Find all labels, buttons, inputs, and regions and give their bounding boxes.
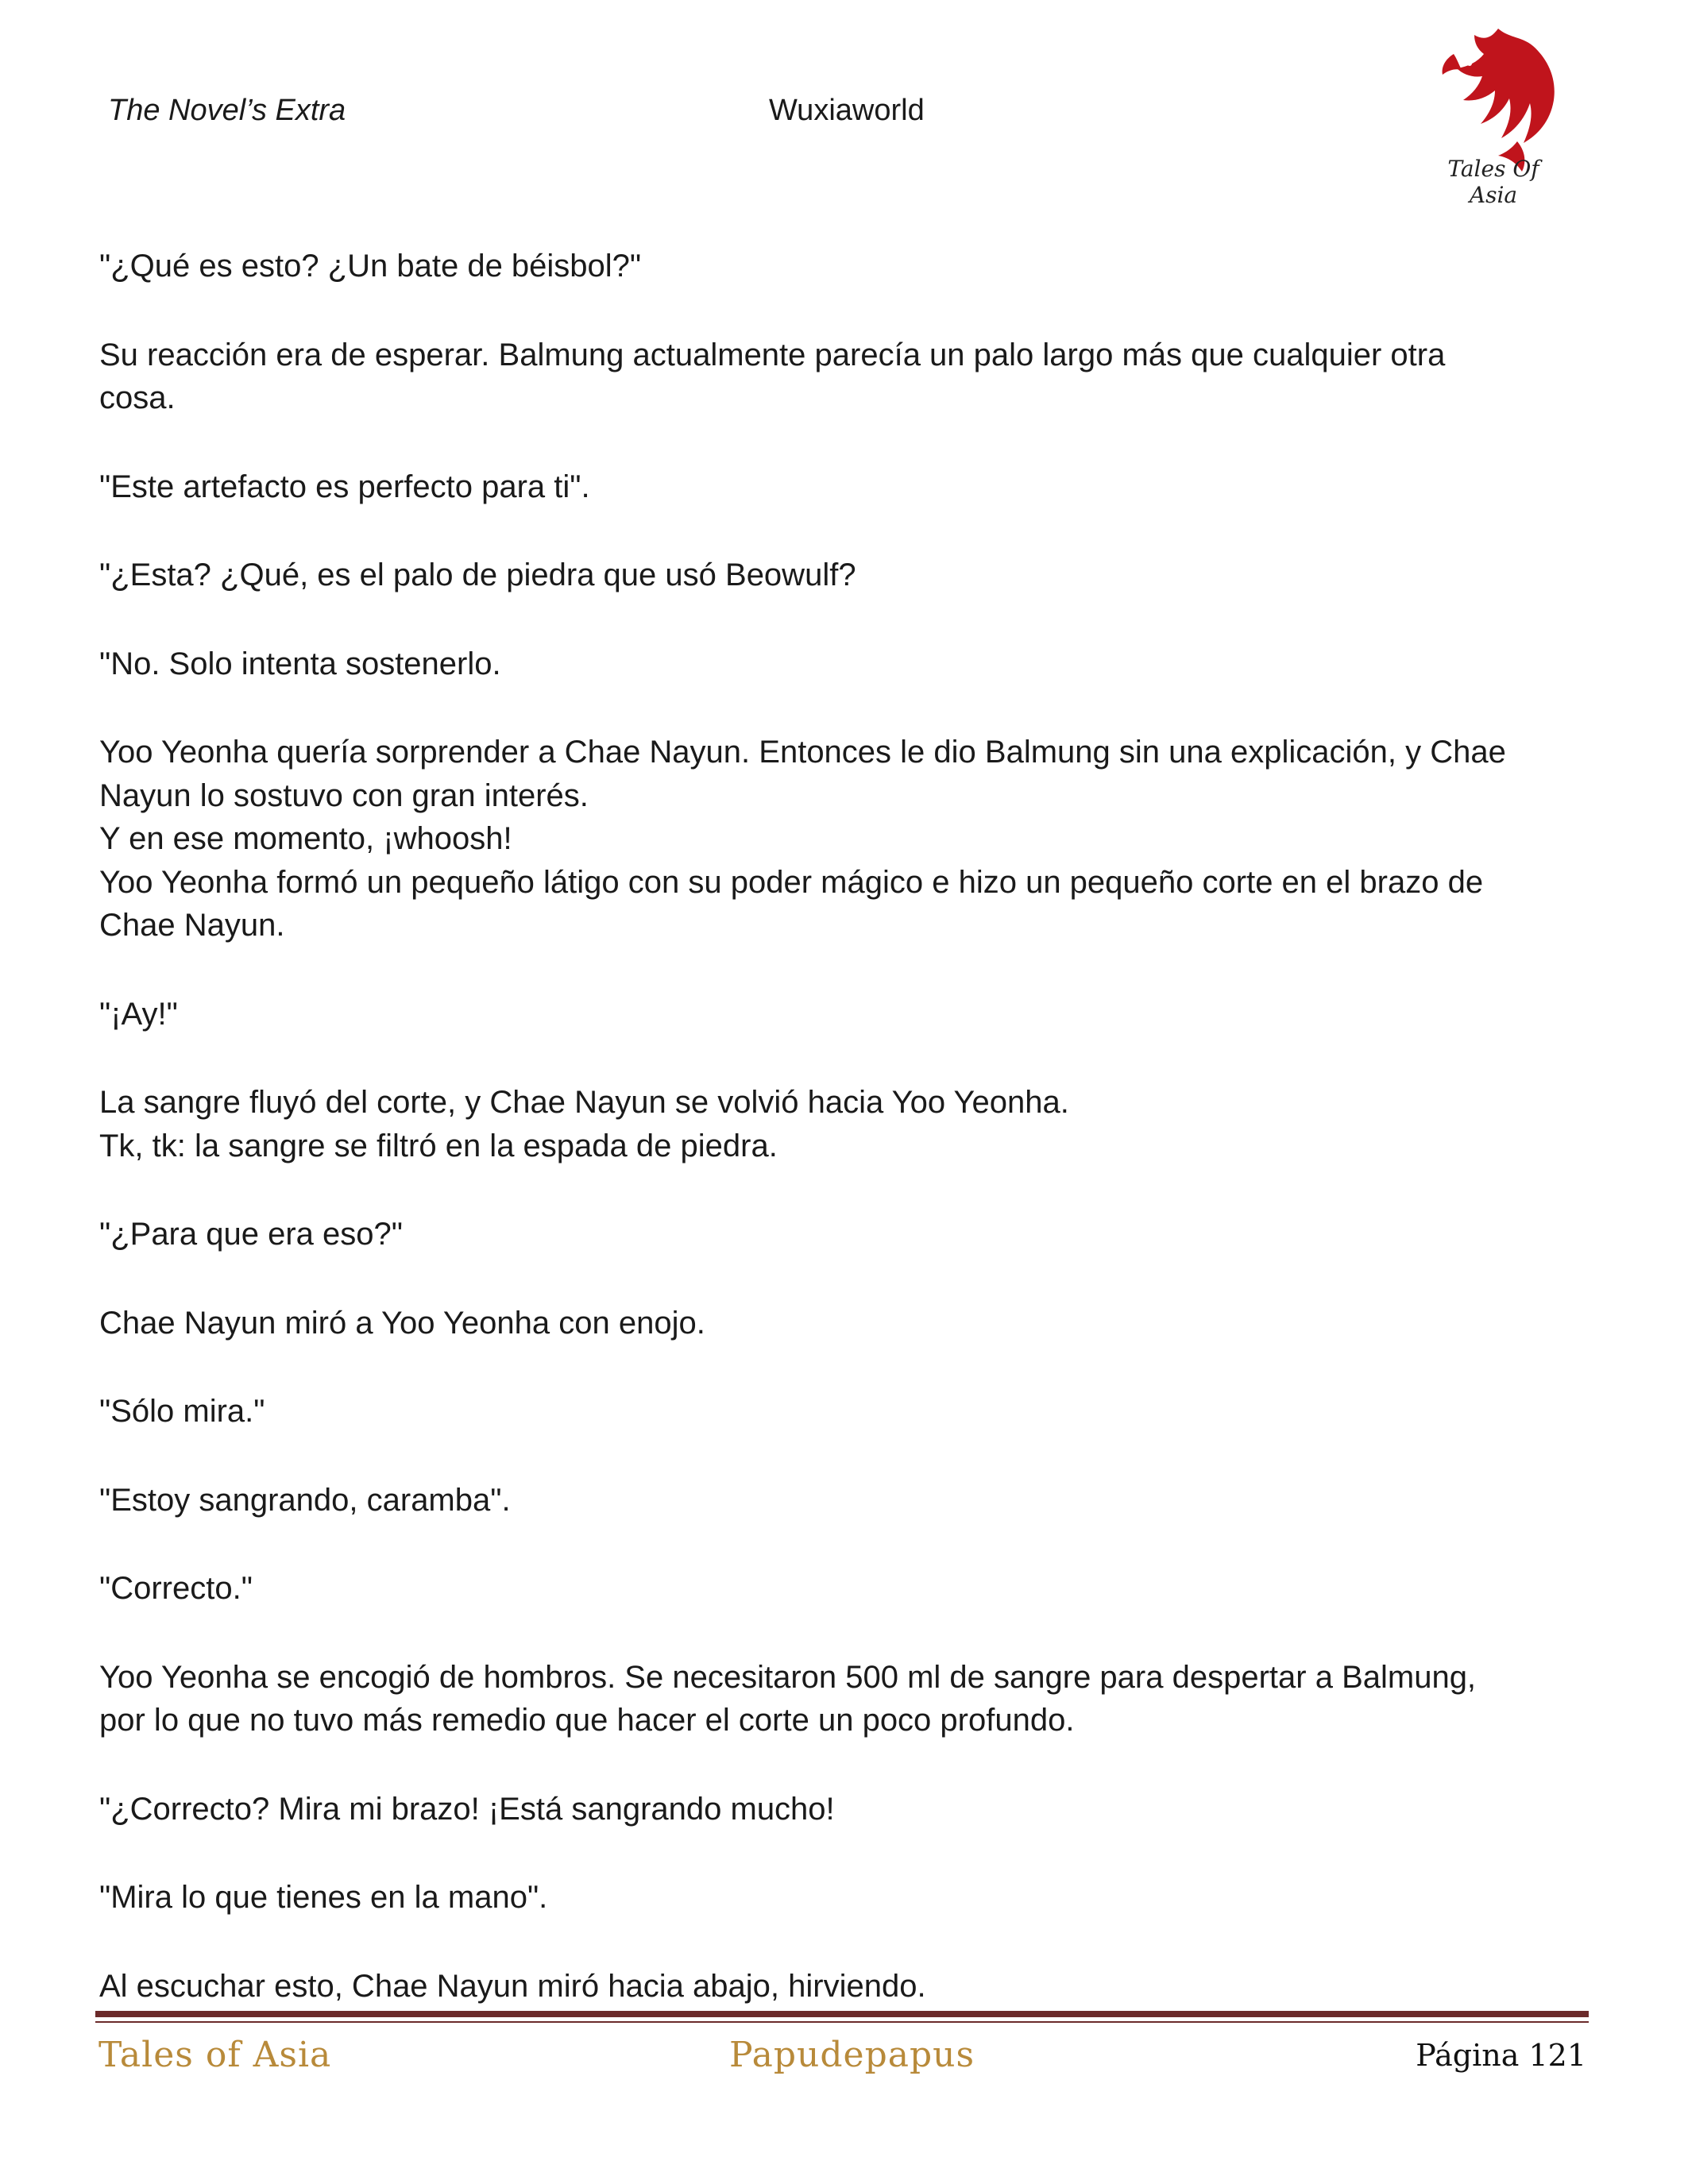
footer-rule-thick [95, 2011, 1589, 2017]
text-line: Tk, tk: la sangre se filtró en la espada de piedra. [99, 1128, 778, 1163]
footer-translator: Papudepapus [729, 2035, 975, 2075]
header-book-title: The Novel’s Extra [108, 94, 346, 127]
text-line: Su reacción era de esperar. Balmung actualmente parecía un palo largo más que cualquier otra [99, 337, 1446, 372]
text-line: "Sólo mira." [99, 1394, 265, 1429]
text-line: "No. Solo intenta sostenerlo. [99, 646, 501, 681]
text-line: "¡Ay!" [99, 996, 178, 1032]
text-line: Al escuchar esto, Chae Nayun miró hacia abajo, hirviendo. [99, 1968, 926, 2004]
text-line: "Mira lo que tienes en la mano". [99, 1880, 548, 1915]
text-line: Chae Nayun. [99, 908, 285, 943]
text-line: Chae Nayun miró a Yoo Yeonha con enojo. [99, 1305, 705, 1341]
text-line: "Estoy sangrando, caramba". [99, 1482, 511, 1518]
text-line: "Correcto." [99, 1571, 253, 1606]
text-line: por lo que no tuvo más remedio que hacer el corte un poco profundo. [99, 1703, 1075, 1738]
text-line: cosa. [99, 380, 176, 415]
text-line: Yoo Yeonha formó un pequeño látigo con su poder mágico e hizo un pequeño corte en el brazo de [99, 864, 1484, 900]
chapter-body [99, 245, 1585, 2008]
text-line: Yoo Yeonha quería sorprender a Chae Nayun. Entonces le dio Balmung sin una explicación, y Chae [99, 735, 1506, 770]
page-number: Página 121 [1416, 2038, 1586, 2073]
text-line: Yoo Yeonha se encogió de hombros. Se necesitaron 500 ml de sangre para despertar a Balmung, [99, 1659, 1477, 1695]
footer-rule-thin [95, 2021, 1589, 2023]
logo-caption: Tales Of Asia [1447, 156, 1539, 208]
header-site-name: Wuxiaworld [769, 94, 925, 127]
text-line: "¿Para que era eso?" [99, 1217, 403, 1252]
text-line: "¿Qué es esto? ¿Un bate de béisbol?" [99, 249, 642, 284]
text-line: La sangre fluyó del corte, y Chae Nayun se volvió hacia Yoo Yeonha. [99, 1085, 1069, 1120]
text-line: Nayun lo sostuvo con gran interés. [99, 778, 589, 813]
text-line: "¿Esta? ¿Qué, es el palo de piedra que usó Beowulf? [99, 558, 856, 592]
text-line: "Este artefacto es perfecto para ti". [99, 469, 590, 504]
text-line: "¿Correcto? Mira mi brazo! ¡Está sangrando mucho! [99, 1791, 835, 1827]
text-line: Y en ese momento, ¡whoosh! [99, 821, 512, 856]
footer-group-name: Tales of Asia [98, 2035, 332, 2075]
